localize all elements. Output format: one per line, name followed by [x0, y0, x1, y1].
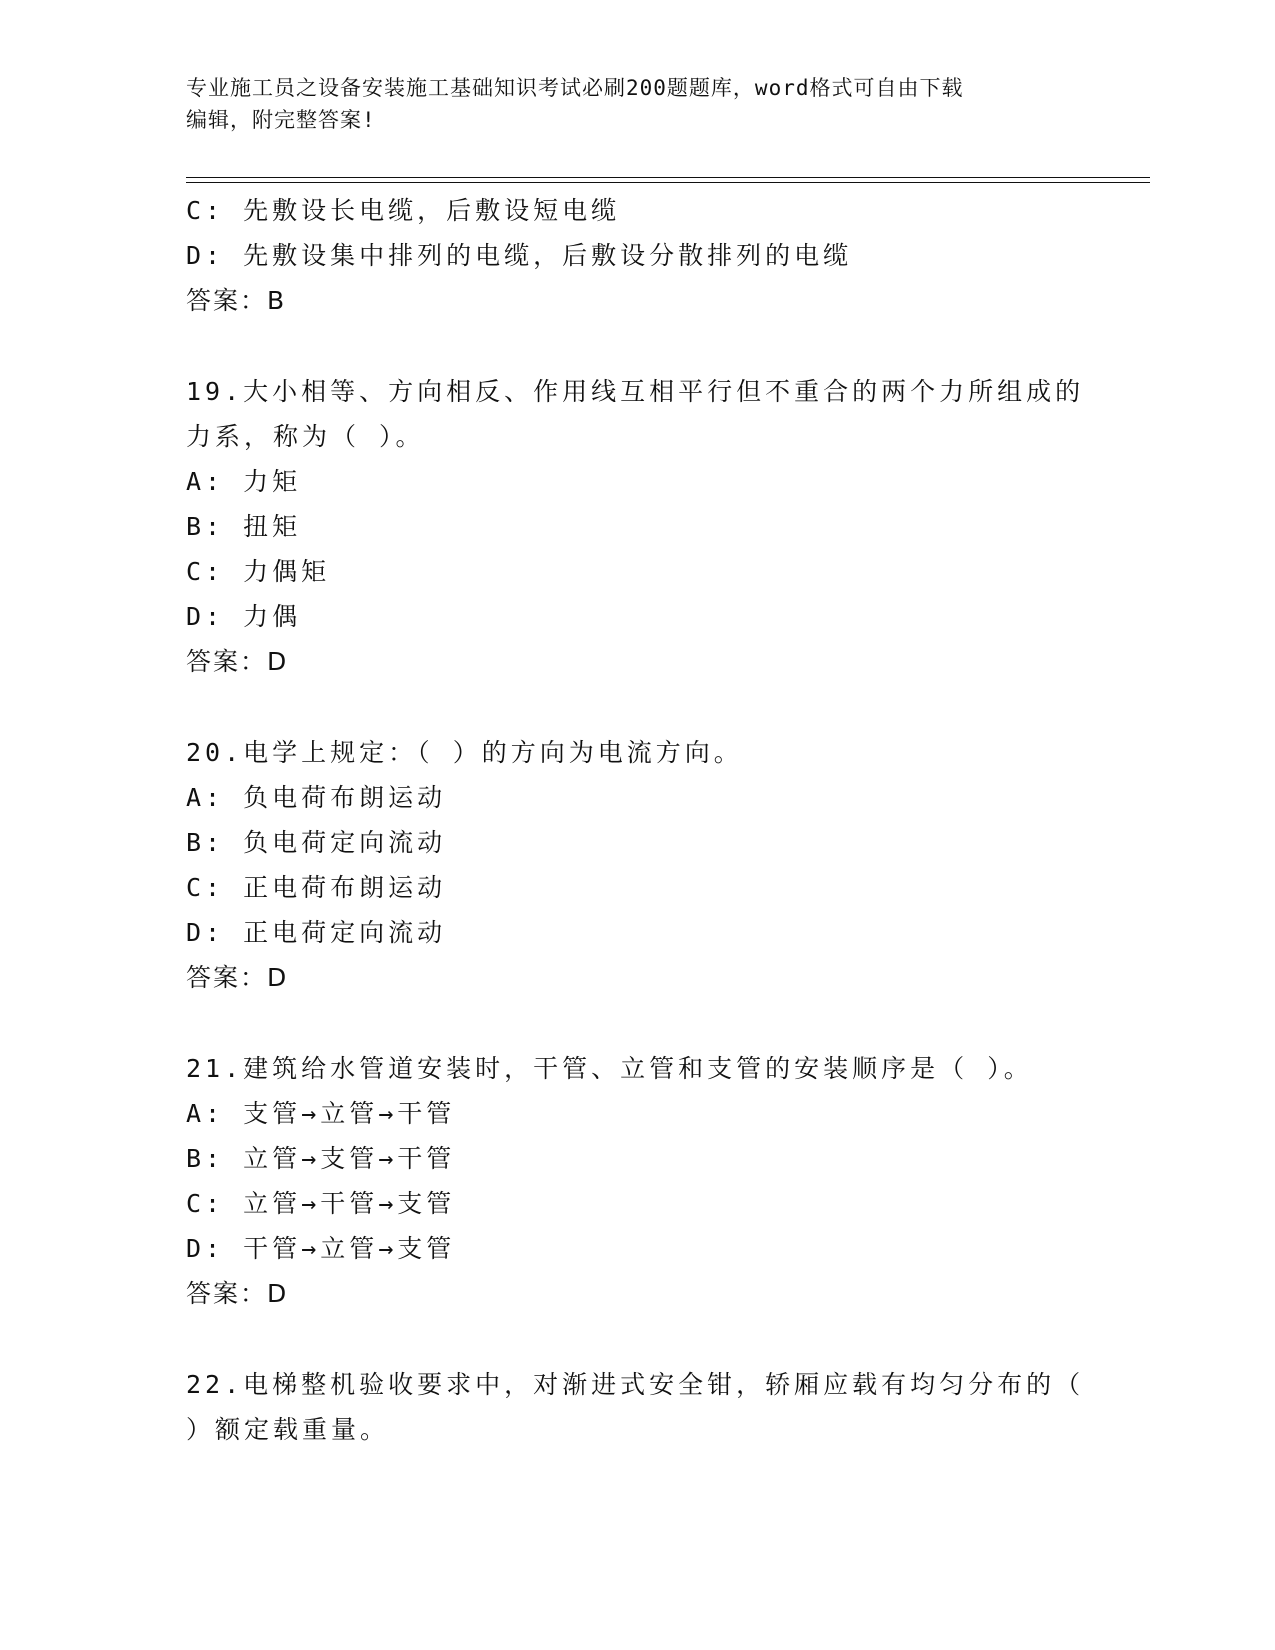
question-20-text: 20.电学上规定：（ ）的方向为电流方向。	[186, 738, 743, 767]
question-spacer	[186, 323, 1146, 369]
option-d: D: 先敷设集中排列的电缆，后敷设分散排列的电缆	[186, 241, 853, 270]
answer-line: 答案：B	[186, 286, 287, 315]
option-c: C: 力偶矩	[186, 557, 331, 586]
question-spacer	[186, 1316, 1146, 1362]
answer-line: 答案：D	[186, 963, 289, 992]
option-c: C: 正电荷布朗运动	[186, 873, 447, 902]
header-line-1: 专业施工员之设备安装施工基础知识考试必刷200题题库，word格式可自由下载	[186, 76, 964, 100]
question-spacer	[186, 684, 1146, 730]
option-d: D: 正电荷定向流动	[186, 918, 447, 947]
option-d: D: 力偶	[186, 602, 302, 631]
option-a: A: 支管→立管→干管	[186, 1099, 456, 1128]
option-a: A: 力矩	[186, 467, 302, 496]
question-19-text-cont: 力系，称为（ ）。	[186, 422, 425, 451]
header-divider-top	[186, 177, 1150, 178]
option-b: B: 负电荷定向流动	[186, 828, 447, 857]
header-divider-bottom	[186, 182, 1150, 183]
question-list	[186, 188, 1146, 1452]
option-d: D: 干管→立管→支管	[186, 1234, 456, 1263]
option-c: C: 立管→干管→支管	[186, 1189, 456, 1218]
document-header	[186, 72, 1086, 136]
question-spacer	[186, 1000, 1146, 1046]
answer-line: 答案：D	[186, 1279, 289, 1308]
option-c: C: 先敷设长电缆，后敷设短电缆	[186, 196, 621, 225]
question-22-text-cont: ）额定载重量。	[186, 1415, 390, 1444]
header-line-2: 编辑，附完整答案!	[186, 108, 376, 132]
question-19-text: 19.大小相等、方向相反、作用线互相平行但不重合的两个力所组成的	[186, 377, 1085, 406]
option-b: B: 扭矩	[186, 512, 302, 541]
option-a: A: 负电荷布朗运动	[186, 783, 447, 812]
question-21-text: 21.建筑给水管道安装时，干管、立管和支管的安装顺序是（ ）。	[186, 1054, 1033, 1083]
option-b: B: 立管→支管→干管	[186, 1144, 456, 1173]
question-22-text: 22.电梯整机验收要求中，对渐进式安全钳，轿厢应载有均匀分布的（	[186, 1370, 1085, 1399]
answer-line: 答案：D	[186, 647, 289, 676]
